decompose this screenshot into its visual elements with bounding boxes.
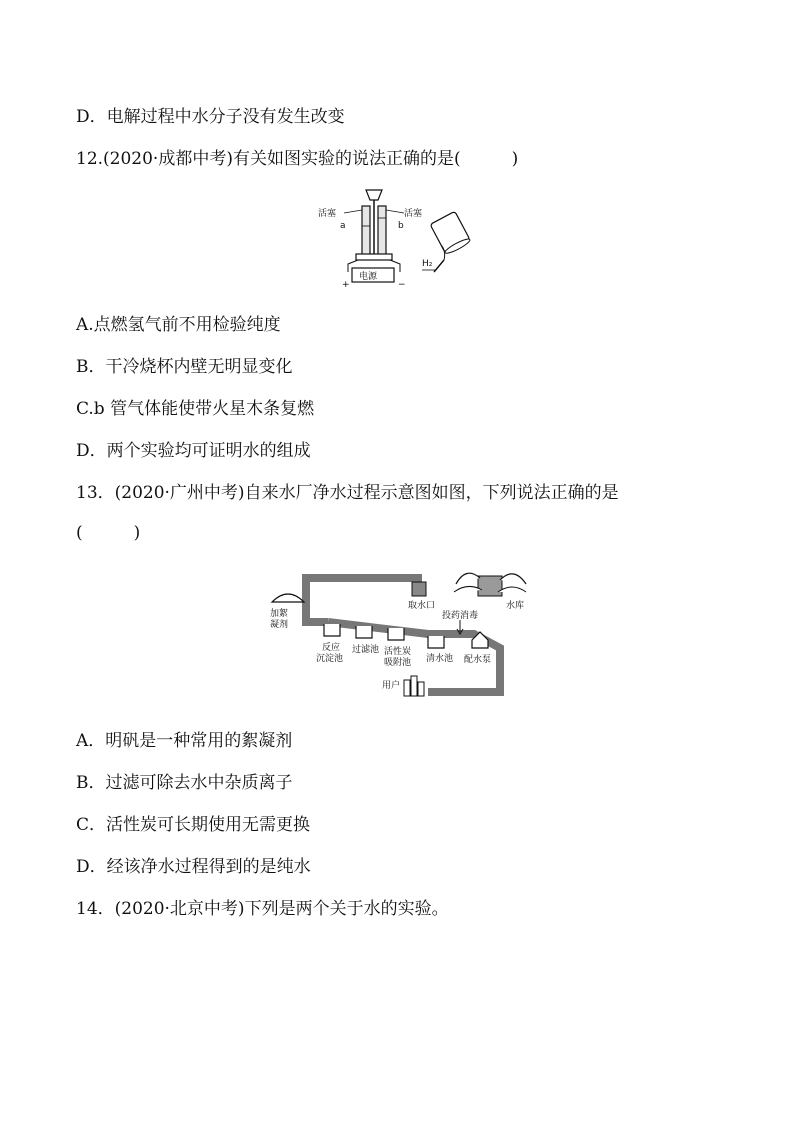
intake-box <box>412 582 426 596</box>
connector <box>356 254 392 260</box>
q11-option-d: D．电解过程中水分子没有发生改变 <box>76 107 345 127</box>
electrolysis-figure <box>318 186 478 288</box>
label-pump: 配水泵 <box>464 655 492 665</box>
label-reservoir: 水库 <box>506 601 525 611</box>
label-disinfect: 投药消毒 <box>442 611 479 621</box>
label-coagulant-1: 加絮 <box>270 609 289 619</box>
clear-tank <box>428 636 444 648</box>
label-settling-1: 反应 <box>322 643 341 653</box>
right-valve-label: 活塞 <box>404 209 423 219</box>
label-carbon-1: 活性炭 <box>384 647 412 657</box>
q12-option-d: D．两个实验均可证明水的组成 <box>76 441 311 461</box>
q13-option-b: B．过滤可除去水中杂质离子 <box>76 773 293 793</box>
label-filter: 过滤池 <box>352 645 380 655</box>
q13-stem-line2: ( ) <box>76 523 141 543</box>
q13-option-a: A．明矾是一种常用的絮凝剂 <box>76 731 293 751</box>
q13-option-c: C．活性炭可长期使用无需更换 <box>76 815 311 835</box>
pipe-intake <box>306 578 418 598</box>
filter-tank <box>356 626 372 638</box>
reservoir-water <box>478 576 502 596</box>
pipe-coagulant <box>306 598 328 622</box>
hill-left-icon <box>456 573 480 584</box>
label-user: 用户 <box>382 681 401 691</box>
label-settling-2: 沉淀池 <box>316 654 344 664</box>
tube-b-label: b <box>398 221 404 231</box>
label-coagulant-2: 凝剂 <box>270 620 289 630</box>
q13-option-d: D．经该净水过程得到的是纯水 <box>76 857 311 877</box>
water-treatment-figure <box>268 562 528 704</box>
label-carbon-2: 吸附池 <box>384 658 412 668</box>
gas-label: H₂ <box>422 259 433 269</box>
left-tube <box>362 206 370 256</box>
coagulant-hill-icon <box>272 594 304 602</box>
tube-a-label: a <box>340 221 346 231</box>
label-intake: 取水口 <box>408 601 436 611</box>
q12-option-c: C.b 管气体能使带火星木条复燃 <box>76 399 315 419</box>
label-clear: 清水池 <box>426 654 454 664</box>
q12-option-b: B．干冷烧杯内壁无明显变化 <box>76 357 293 377</box>
carbon-tank <box>388 628 404 640</box>
right-tube <box>378 206 386 256</box>
q13-stem-line1: 13．(2020·广州中考)自来水厂净水过程示意图如图，下列说法正确的是 <box>76 483 619 503</box>
left-valve-label: 活塞 <box>318 209 337 219</box>
building-icon <box>404 680 410 696</box>
inverted-beaker <box>430 211 471 255</box>
settling-tank <box>324 624 340 636</box>
q12-stem: 12.(2020·成都中考)有关如图实验的说法正确的是( ) <box>76 149 519 169</box>
minus-label: − <box>398 280 406 288</box>
q14-stem: 14．(2020·北京中考)下列是两个关于水的实验。 <box>76 899 449 919</box>
reservoir-funnel <box>366 190 382 200</box>
power-label: 电源 <box>359 272 378 282</box>
plus-label: + <box>342 280 350 288</box>
hill-right-icon <box>500 574 526 584</box>
q12-option-a: A.点燃氢气前不用检验纯度 <box>76 315 281 335</box>
